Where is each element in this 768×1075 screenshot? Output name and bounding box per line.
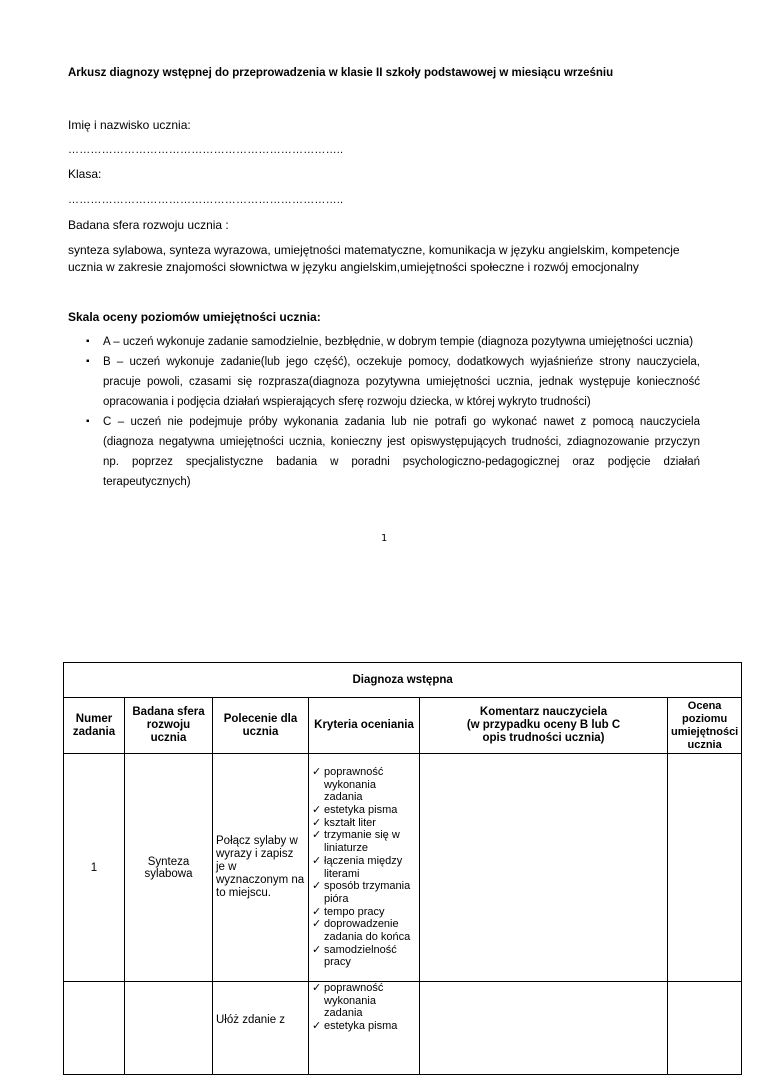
criteria-item bbox=[312, 766, 416, 804]
header-sphere: Badana sfera rozwoju ucznia bbox=[125, 698, 213, 754]
criteria-item bbox=[312, 804, 416, 817]
task-sphere bbox=[125, 982, 213, 1075]
sphere-description: synteza sylabowa, synteza wyrazowa, umiejętności matematyczne, komunikacja w języku angielskim, kompetencje ucznia w zakresie znajomości słownictwa w języku angielskim,umiejętności społeczne i rozwój emocjonalny bbox=[68, 243, 680, 274]
table-caption: Diagnoza wstępna bbox=[64, 663, 742, 698]
task-number bbox=[64, 982, 125, 1075]
criteria-item bbox=[312, 817, 416, 830]
checkmark-icon: ✓ bbox=[312, 816, 322, 829]
checkmark-icon: ✓ bbox=[312, 943, 322, 956]
criteria-text: estetyka pisma bbox=[324, 1020, 398, 1033]
criteria-text: poprawność wykonania zadania bbox=[324, 765, 384, 804]
teacher-comment-cell[interactable] bbox=[420, 754, 668, 982]
criteria-item bbox=[312, 855, 416, 880]
student-name-label: Imię i nazwisko ucznia: bbox=[68, 118, 191, 132]
header-command: Polecenie dla ucznia bbox=[213, 698, 309, 754]
criteria-text: trzymanie się w liniaturze bbox=[324, 829, 400, 855]
checkmark-icon: ✓ bbox=[312, 982, 322, 994]
criteria-text: tempo pracy bbox=[324, 905, 385, 918]
page-number: 1 bbox=[381, 533, 388, 544]
header-comment-line: (w przypadku oceny B lub C bbox=[466, 719, 621, 731]
criteria-item bbox=[312, 906, 416, 919]
grade-cell[interactable] bbox=[668, 754, 742, 982]
header-grade: Ocena poziomu umiejętności ucznia bbox=[668, 698, 742, 754]
criteria-item bbox=[312, 982, 416, 1020]
teacher-comment-cell[interactable] bbox=[420, 982, 668, 1075]
criteria-item bbox=[312, 918, 416, 943]
criteria-text: samodzielność pracy bbox=[324, 943, 397, 969]
scale-item-a bbox=[86, 332, 700, 352]
scale-list bbox=[86, 332, 700, 492]
checkmark-icon: ✓ bbox=[312, 765, 322, 778]
header-comment-line: opis trudności ucznia) bbox=[482, 732, 605, 744]
square-bullet-icon: ▪ bbox=[86, 416, 90, 427]
student-name-field: ……………………………………………………………….. bbox=[68, 144, 344, 156]
table-row bbox=[64, 982, 742, 1075]
square-bullet-icon: ▪ bbox=[86, 356, 90, 367]
criteria-text: sposób trzymania pióra bbox=[324, 880, 411, 905]
criteria-item bbox=[312, 829, 416, 854]
class-field: ……………………………………………………………….. bbox=[68, 194, 344, 206]
checkmark-icon: ✓ bbox=[312, 829, 322, 842]
criteria-text: estetyka pisma bbox=[324, 803, 398, 816]
square-bullet-icon: ▪ bbox=[86, 336, 90, 347]
scale-item-b bbox=[86, 352, 700, 412]
criteria-text: łączenia między literami bbox=[324, 854, 403, 880]
document-title: Arkusz diagnozy wstępnej do przeprowadzenia w klasie II szkoły podstawowej w miesiącu wrześniu bbox=[68, 67, 614, 79]
class-label: Klasa: bbox=[68, 167, 102, 181]
criteria-text: poprawność wykonania zadania bbox=[324, 982, 384, 1020]
diagnosis-table bbox=[63, 662, 742, 1075]
criteria-text: kształt liter bbox=[324, 816, 376, 829]
scale-item-text: A – uczeń wykonuje zadanie samodzielnie, bezbłędnie, w dobrym tempie (diagnoza pozytywna umiejętności ucznia) bbox=[103, 336, 694, 348]
criteria-item bbox=[312, 944, 416, 969]
checkmark-icon: ✓ bbox=[312, 905, 322, 918]
grade-cell[interactable] bbox=[668, 982, 742, 1075]
checkmark-icon: ✓ bbox=[312, 854, 322, 867]
task-sphere: Synteza sylabowa bbox=[125, 754, 213, 982]
header-comment bbox=[420, 698, 668, 754]
sphere-label: Badana sfera rozwoju ucznia : bbox=[68, 218, 229, 232]
scale-item-text: C – uczeń nie podejmuje próby wykonania zadania lub nie potrafi go wykonać nawet z pomocą nauczyciela (diagnoza negatywna umiejętności ucznia, konieczny jest opiswystępujących trudności, zdiagnozowanie przyczyn np. poprzez specjalistyczne badania w poradni psychologiczno-pedagogicznej oraz podjęcie działań terapeutycznych) bbox=[103, 416, 700, 488]
header-number: Numer zadania bbox=[64, 698, 125, 754]
scale-item-text: B – uczeń wykonuje zadanie(lub jego część), oczekuje pomocy, dodatkowych wyjaśnieńze strony nauczyciela, pracuje powoli, czasami się rozprasza(diagnoza pozytywna umiejętności ucznia, jednak występuje konieczność opracowania i podjęcia działań wspierających sferę rozwoju dziecka, w której wykryto trudności) bbox=[103, 356, 700, 408]
header-criteria: Kryteria oceniania bbox=[309, 698, 420, 754]
checkmark-icon: ✓ bbox=[312, 803, 322, 816]
task-criteria bbox=[309, 982, 420, 1075]
criteria-item bbox=[312, 880, 416, 905]
task-number: 1 bbox=[64, 754, 125, 982]
checkmark-icon: ✓ bbox=[312, 880, 322, 893]
task-command: Połącz sylaby w wyrazy i zapisz je w wyznaczonym na to miejscu. bbox=[213, 754, 309, 982]
task-command: Ułóż zdanie z bbox=[213, 982, 309, 1075]
table-row bbox=[64, 754, 742, 982]
checkmark-icon: ✓ bbox=[312, 1020, 322, 1033]
scale-title: Skala oceny poziomów umiejętności ucznia: bbox=[68, 310, 321, 324]
checkmark-icon: ✓ bbox=[312, 918, 322, 931]
criteria-item bbox=[312, 1020, 416, 1033]
scale-item-c bbox=[86, 412, 700, 492]
task-criteria bbox=[309, 754, 420, 982]
criteria-text: doprowadzenie zadania do końca bbox=[324, 918, 411, 944]
header-comment-line: Komentarz nauczyciela bbox=[479, 706, 608, 718]
